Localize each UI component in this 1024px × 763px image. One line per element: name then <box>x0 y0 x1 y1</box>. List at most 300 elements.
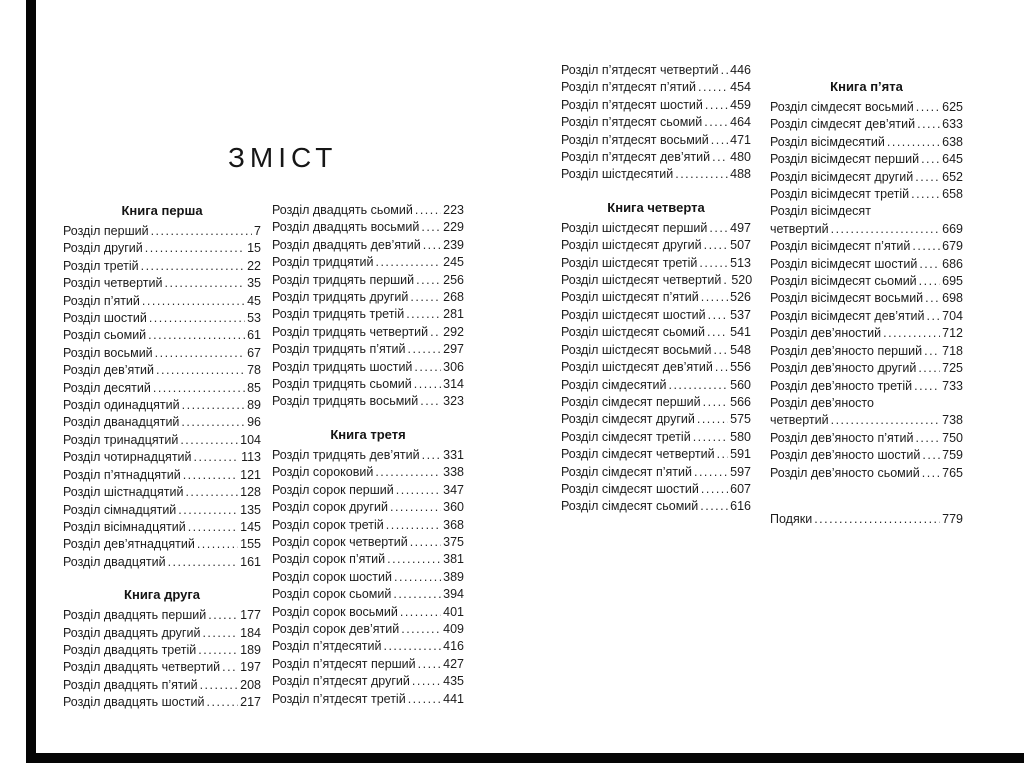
page-number: 331 <box>443 447 464 462</box>
toc-section <box>770 78 963 482</box>
dot-leader <box>142 293 245 310</box>
chapter-title: Розділ вісімдесятий <box>770 134 885 149</box>
page-number: 104 <box>240 432 261 447</box>
toc-entry <box>63 345 261 362</box>
page-number: 471 <box>730 132 751 147</box>
page-number: 638 <box>942 134 963 149</box>
dot-leader <box>414 376 441 393</box>
dot-leader <box>711 132 728 149</box>
toc-entry <box>63 414 261 431</box>
dot-leader <box>883 325 940 342</box>
chapter-title: Розділ п’ятий <box>63 293 140 308</box>
toc-entry <box>63 293 261 310</box>
dot-leader <box>375 464 441 481</box>
dot-leader <box>421 219 441 236</box>
toc-section <box>770 511 963 528</box>
toc-entry <box>561 220 751 237</box>
dot-leader <box>408 341 442 358</box>
toc-section <box>561 199 751 516</box>
page-number: 7 <box>254 224 261 238</box>
dot-leader <box>703 394 728 411</box>
page-number: 497 <box>730 220 751 235</box>
chapter-title: Розділ дев’яносто третій <box>770 378 913 393</box>
toc-entry <box>770 325 963 342</box>
dot-leader <box>180 432 238 449</box>
chapter-title: Розділ шістдесят п’ятий <box>561 290 699 305</box>
chapter-title: Розділ сімдесят восьмий <box>770 100 914 114</box>
chapter-title: Розділ двадцять сьомий <box>272 203 413 217</box>
page-number: 698 <box>942 291 963 306</box>
toc-entry <box>272 341 464 358</box>
dot-leader <box>383 638 441 655</box>
toc-entry <box>561 377 751 394</box>
chapter-title: Розділ шістдесят шостий <box>561 307 706 322</box>
chapter-title: Розділ вісімдесят дев’ятий <box>770 308 925 323</box>
chapter-title: Розділ шістдесятий <box>561 167 674 182</box>
toc-entry <box>63 519 261 536</box>
page-number: 725 <box>942 361 963 376</box>
chapter-title: Розділ сімнадцятий <box>63 502 177 517</box>
page-number: 712 <box>942 326 963 341</box>
toc-entry <box>561 324 751 341</box>
dot-leader <box>185 484 238 501</box>
dot-leader <box>831 412 941 429</box>
page-number: 360 <box>443 500 464 515</box>
dot-leader <box>408 691 441 708</box>
dot-leader <box>202 625 238 642</box>
toc-entry <box>561 307 751 324</box>
chapter-title: Розділ сорок другий <box>272 500 388 515</box>
toc-entry <box>272 202 464 219</box>
chapter-title: Розділ сорок перший <box>272 482 394 497</box>
dot-leader <box>412 673 441 690</box>
page-number: 507 <box>730 238 751 253</box>
page-number: 53 <box>247 311 261 326</box>
chapter-title: Розділ сімдесят перший <box>561 394 701 409</box>
dot-leader <box>701 289 728 306</box>
chapter-title: Розділ тридцять четвертий <box>272 324 429 339</box>
page-number: 513 <box>730 255 751 270</box>
book-heading: Книга третя <box>330 426 406 442</box>
chapter-title: Розділ сімдесят четвертий <box>561 447 715 462</box>
chapter-title: Розділ шістдесят сьомий <box>561 325 705 340</box>
page-number: 625 <box>942 100 963 114</box>
page-number: 733 <box>942 378 963 393</box>
toc-entry <box>561 429 751 446</box>
scan-edge-bottom <box>34 753 1024 763</box>
page-number: 161 <box>240 554 261 569</box>
toc-entry <box>272 482 464 499</box>
dot-leader <box>721 62 729 79</box>
chapter-title: Розділ шістдесят четвертий <box>561 273 722 288</box>
chapter-title: Розділ вісімдесят восьмий <box>770 291 924 306</box>
dot-leader <box>708 307 728 324</box>
page-number: 765 <box>942 465 963 480</box>
dot-leader <box>141 258 246 275</box>
page-number: 464 <box>730 115 751 130</box>
page-number: 314 <box>443 377 464 392</box>
dot-leader <box>418 656 441 673</box>
chapter-title: Розділ сімдесят сьомий <box>561 499 699 514</box>
page-number: 645 <box>942 152 963 167</box>
chapter-title: Розділ одинадцятий <box>63 398 180 413</box>
chapter-title: Розділ дев’яносто п’ятий <box>770 430 914 445</box>
toc-entry <box>63 484 261 501</box>
chapter-title: Подяки <box>770 511 813 526</box>
page-number: 297 <box>443 342 464 357</box>
toc-entry <box>272 272 464 289</box>
dot-leader <box>911 186 940 203</box>
dot-leader <box>416 272 441 289</box>
dot-leader <box>198 642 238 659</box>
dot-leader <box>698 79 728 96</box>
toc-entry <box>272 517 464 534</box>
page-number: 96 <box>247 415 261 430</box>
dot-leader <box>386 517 441 534</box>
chapter-title: Розділ шістдесят другий <box>561 238 702 253</box>
toc-entry <box>272 219 464 236</box>
page-number: 135 <box>240 502 261 517</box>
dot-leader <box>387 551 441 568</box>
toc-entry <box>63 677 261 694</box>
toc-entry <box>272 359 464 376</box>
chapter-title: Розділ шістдесят перший <box>561 220 708 235</box>
toc-entry <box>63 625 261 642</box>
chapter-title: Розділ сороковий <box>272 465 374 480</box>
dot-leader <box>831 221 941 238</box>
page-number: 488 <box>730 167 751 182</box>
dot-leader <box>410 534 441 551</box>
page-number: 229 <box>443 220 464 235</box>
toc-entry <box>63 240 261 257</box>
dot-leader <box>925 290 940 307</box>
scan-edge-left <box>26 0 36 763</box>
chapter-title: Розділ двадцять третій <box>63 642 197 657</box>
dot-leader <box>707 324 728 341</box>
toc-entry <box>272 237 464 254</box>
chapter-title: Розділ тридцять восьмий <box>272 394 419 409</box>
page-number: 704 <box>942 308 963 323</box>
dot-leader <box>197 536 238 553</box>
toc-entry <box>561 394 751 411</box>
dot-leader <box>917 116 940 133</box>
page-number: 22 <box>247 258 261 273</box>
chapter-title: Розділ шістдесят дев’ятий <box>561 360 713 375</box>
page-number: 427 <box>443 656 464 671</box>
toc-entry <box>63 502 261 519</box>
page-number: 556 <box>730 360 751 375</box>
chapter-title: Розділ вісімдесят сьомий <box>770 274 917 289</box>
toc-entry <box>770 360 963 377</box>
page-number: 245 <box>443 255 464 270</box>
chapter-title: Розділ сорок четвертий <box>272 534 408 549</box>
dot-leader <box>712 149 728 166</box>
chapter-title: Розділ двадцять четвертий <box>63 660 221 675</box>
page-number: 323 <box>443 394 464 409</box>
dot-leader <box>723 272 729 289</box>
toc-section <box>272 202 464 411</box>
chapter-title: Розділ тридцять перший <box>272 272 415 287</box>
toc-entry <box>272 306 464 323</box>
chapter-title: Розділ шістдесят восьмий <box>561 342 712 357</box>
toc-entry <box>272 551 464 568</box>
dot-leader <box>153 380 245 397</box>
dot-leader <box>887 134 940 151</box>
page-number: 177 <box>240 608 261 623</box>
dot-leader <box>915 430 940 447</box>
chapter-title: Розділ дев’яносто перший <box>770 343 923 358</box>
dot-leader <box>922 465 940 482</box>
dot-leader <box>704 114 728 131</box>
page-number: 526 <box>730 290 751 305</box>
toc-entry <box>770 447 963 464</box>
toc-entry <box>561 498 751 515</box>
toc-entry <box>63 467 261 484</box>
chapter-title: Розділ сорок восьмий <box>272 604 398 619</box>
chapter-title: Розділ сімдесят другий <box>561 412 695 427</box>
dot-leader <box>699 255 728 272</box>
chapter-title: четвертий <box>770 221 829 236</box>
toc-entry <box>561 149 751 166</box>
dot-leader <box>396 482 441 499</box>
chapter-title: Розділ двадцять восьмий <box>272 220 420 235</box>
toc-column-4 <box>770 78 963 528</box>
chapter-title: Розділ тридцять дев’ятий <box>272 447 420 462</box>
page-number: 256 <box>443 272 464 287</box>
toc-entry <box>770 343 963 360</box>
toc-entry <box>561 132 751 149</box>
dot-leader <box>717 446 729 463</box>
chapter-title: Розділ восьмий <box>63 345 153 360</box>
dot-leader <box>918 360 940 377</box>
page-number: 409 <box>443 621 464 636</box>
chapter-title: Розділ п’ятдесят третій <box>272 691 406 706</box>
page-number: 381 <box>443 552 464 567</box>
page-number: 695 <box>942 274 963 289</box>
chapter-title: Розділ сорок п’ятий <box>272 552 386 567</box>
toc-entry <box>272 254 464 271</box>
book-heading: Книга четверта <box>607 199 705 215</box>
page-number: 45 <box>247 293 261 308</box>
dot-leader <box>414 359 441 376</box>
page-number: 217 <box>240 695 261 710</box>
toc-entry <box>272 534 464 551</box>
page-number: 759 <box>942 448 963 463</box>
chapter-title: Розділ двадцять перший <box>63 608 207 623</box>
chapter-title: Розділ дев’ятнадцятий <box>63 537 195 552</box>
page-number: 197 <box>240 660 261 675</box>
dot-leader <box>156 362 245 379</box>
chapter-title: Розділ вісімдесят п’ятий <box>770 239 911 254</box>
page-number: 575 <box>730 412 751 427</box>
dot-leader <box>919 256 940 273</box>
page-number: 597 <box>730 464 751 479</box>
chapter-title: Розділ дев’яносто <box>770 395 874 410</box>
dot-leader <box>390 499 441 516</box>
page-number: 718 <box>942 343 963 358</box>
toc-entry <box>770 116 963 133</box>
dot-leader <box>393 586 441 603</box>
chapter-title: Розділ сімдесят дев’ятий <box>770 117 916 132</box>
toc-entry <box>561 97 751 114</box>
toc-entry <box>63 275 261 292</box>
toc-entry <box>561 237 751 254</box>
chapter-title: Розділ п’ятдесят сьомий <box>561 115 703 130</box>
chapter-title: Розділ п’ятдесятий <box>272 639 382 654</box>
chapter-title: Розділ двадцятий <box>63 554 166 569</box>
toc-entry <box>272 691 464 708</box>
chapter-title: Розділ тридцять шостий <box>272 359 413 374</box>
chapter-title: Розділ вісімдесят другий <box>770 169 914 184</box>
dot-leader <box>181 414 245 431</box>
dot-leader <box>200 677 239 694</box>
toc-entry <box>770 378 963 395</box>
dot-leader <box>705 97 728 114</box>
toc-entry <box>561 464 751 481</box>
chapter-title: Розділ дев’яносто шостий <box>770 448 921 463</box>
chapter-title: Розділ дванадцятий <box>63 415 180 430</box>
page-number: 268 <box>443 290 464 305</box>
page-number: 566 <box>730 394 751 409</box>
chapter-title: Розділ дев’яносто другий <box>770 361 917 376</box>
chapter-title: четвертий <box>770 413 829 428</box>
dot-leader <box>148 327 245 344</box>
dot-leader <box>915 169 940 186</box>
dot-leader <box>375 254 441 271</box>
dot-leader <box>675 166 728 183</box>
chapter-title: Розділ п’ятдесят дев’ятий <box>561 150 711 165</box>
chapter-title: Розділ двадцять п’ятий <box>63 677 198 692</box>
toc-entry <box>63 380 261 397</box>
toc-section <box>561 62 751 184</box>
dot-leader <box>927 308 941 325</box>
toc-entry <box>63 607 261 624</box>
toc-entry <box>63 397 261 414</box>
toc-entry <box>63 659 261 676</box>
dot-leader <box>668 377 728 394</box>
toc-entry <box>272 289 464 306</box>
dot-leader <box>697 411 728 428</box>
page-number: 375 <box>443 534 464 549</box>
chapter-title: Розділ сорок шостий <box>272 569 393 584</box>
toc-entry <box>272 638 464 655</box>
page-number: 520 <box>731 273 753 288</box>
chapter-title: Розділ вісімнадцятий <box>63 519 186 534</box>
toc-entry <box>63 258 261 275</box>
dot-leader <box>715 359 728 376</box>
chapter-title: Розділ двадцять дев’ятий <box>272 237 421 252</box>
toc-entry <box>770 465 963 482</box>
toc-entry <box>63 310 261 327</box>
page-number: 669 <box>942 221 963 236</box>
dot-leader <box>401 621 441 638</box>
dot-leader <box>921 151 940 168</box>
dot-leader <box>415 202 441 219</box>
dot-leader <box>400 604 441 621</box>
page-number: 35 <box>247 276 261 291</box>
toc-entry <box>770 151 963 168</box>
dot-leader <box>714 342 729 359</box>
chapter-title: Розділ дев’ятий <box>63 363 155 378</box>
toc-entry <box>770 134 963 151</box>
chapter-title: Розділ вісімдесят шостий <box>770 256 918 271</box>
toc-entry <box>770 273 963 290</box>
page-number: 738 <box>942 413 963 428</box>
page-number: 480 <box>730 150 751 165</box>
page-number: 121 <box>240 467 261 482</box>
page-number: 281 <box>443 307 464 322</box>
dot-leader <box>168 554 239 571</box>
chapter-title: Розділ сорок третій <box>272 517 384 532</box>
page-number: 454 <box>730 80 751 95</box>
toc-entry <box>63 536 261 553</box>
page-number: 78 <box>247 363 261 378</box>
toc-entry <box>770 186 963 203</box>
book-heading: Книга друга <box>124 587 200 603</box>
toc-section <box>63 202 261 571</box>
chapter-title: Розділ п’ятдесят перший <box>272 656 416 671</box>
toc-entry <box>561 289 751 306</box>
toc-entry <box>272 499 464 516</box>
page-number: 67 <box>247 345 261 360</box>
page-number: 441 <box>443 691 464 706</box>
page-number: 580 <box>730 429 751 444</box>
toc-entry <box>272 586 464 603</box>
chapter-title: Розділ чотирнадцятий <box>63 450 192 465</box>
toc-entry <box>272 656 464 673</box>
page-number: 446 <box>730 63 751 77</box>
chapter-title: Розділ тридцять третій <box>272 307 405 322</box>
toc-entry <box>272 604 464 621</box>
page-number: 239 <box>443 237 464 252</box>
dot-leader <box>704 237 729 254</box>
page-number: 537 <box>730 307 751 322</box>
toc-entry <box>561 114 751 131</box>
page-title: ЗМІСТ <box>228 142 338 173</box>
toc-entry <box>770 169 963 186</box>
toc-entry <box>272 569 464 586</box>
page-number: 750 <box>942 430 963 445</box>
toc-entry <box>272 621 464 638</box>
page-number: 61 <box>247 328 261 343</box>
chapter-title: Розділ десятий <box>63 380 151 395</box>
chapter-title: Розділ шістнадцятий <box>63 485 184 500</box>
dot-leader <box>165 275 246 292</box>
dot-leader <box>208 607 238 624</box>
page-number: 686 <box>942 256 963 271</box>
chapter-title: Розділ двадцять шостий <box>63 695 205 710</box>
page-number: 347 <box>443 482 464 497</box>
dot-leader <box>149 310 245 327</box>
toc-entry <box>272 447 464 464</box>
toc-entry <box>272 324 464 341</box>
chapter-title: Розділ сімдесят шостий <box>561 481 699 496</box>
chapter-title: Розділ другий <box>63 241 143 256</box>
toc-entry <box>561 411 751 428</box>
dot-leader <box>701 481 728 498</box>
dot-leader <box>423 237 441 254</box>
page-number: 208 <box>240 677 261 692</box>
page-number: 633 <box>942 117 963 132</box>
toc-entry <box>272 673 464 690</box>
toc-entry <box>63 554 261 571</box>
dot-leader <box>410 289 441 306</box>
page-number: 607 <box>730 481 751 496</box>
page-number: 184 <box>240 625 261 640</box>
chapter-title: Розділ тридцять другий <box>272 290 409 305</box>
chapter-title: Розділ п’ятдесят п’ятий <box>561 80 696 95</box>
page-number: 416 <box>443 639 464 654</box>
